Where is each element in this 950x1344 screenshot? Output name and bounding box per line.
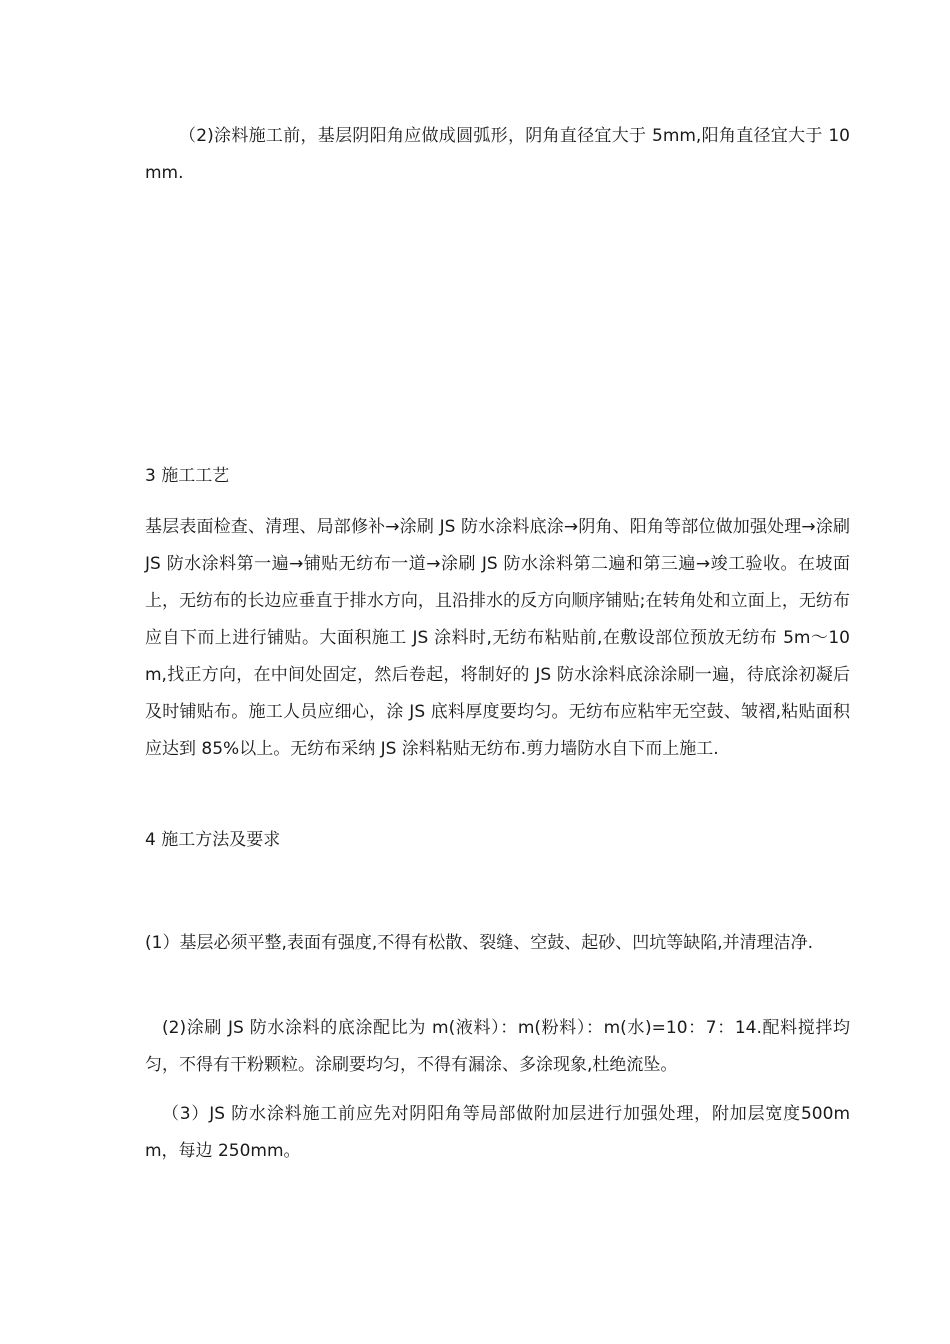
method-item-3: （3）JS 防水涂料施工前应先对阴阳角等局部做附加层进行加强处理，附加层宽度500mm，每边 250mm。 bbox=[145, 1104, 850, 1161]
method-item-2: (2)涂刷 JS 防水涂料的底涂配比为 m(液料）：m(粉料）：m(水)=10：7：14.配料搅拌均匀，不得有干粉颗粒。涂刷要均匀，不得有漏涂、多涂现象,杜绝流坠。 bbox=[145, 1018, 850, 1075]
method-item-1: (1）基层必须平整,表面有强度,不得有松散、裂缝、空鼓、起砂、凹坑等缺陷,并清理洁净. bbox=[145, 933, 814, 953]
requirement-paragraph: （2)涂料施工前，基层阴阳角应做成圆弧形，阴角直径宜大于 5mm,阳角直径宜大于 10mm. bbox=[145, 126, 850, 183]
section-heading-process: 3 施工工艺 bbox=[145, 466, 230, 486]
section-heading-methods: 4 施工方法及要求 bbox=[145, 830, 281, 850]
process-paragraph: 基层表面检查、清理、局部修补→涂刷 JS 防水涂料底涂→阴角、阳角等部位做加强处理→涂刷 JS 防水涂料第一遍→铺贴无纺布一道→涂刷 JS 防水涂料第二遍和第三遍→竣工验收。在坡面上，无纺布的长边应垂直于排水方向，且沿排水的反方向顺序铺贴;在转角处和立面上，无纺布应自下而上进行铺贴。大面积施工 JS 涂料时,无纺布粘贴前,在敷设部位预放无纺布 5m～10m,找正方向，在中间处固定，然后卷起，将制好的 JS 防水涂料底涂涂刷一遍，待底涂初凝后及时铺贴布。施工人员应细心，涂 JS 底料厚度要均匀。无纺布应粘牢无空鼓、皱褶,粘贴面积应达到 85%以上。无纺布采纳 JS 涂料粘贴无纺布.剪力墙防水自下而上施工. bbox=[145, 517, 850, 759]
